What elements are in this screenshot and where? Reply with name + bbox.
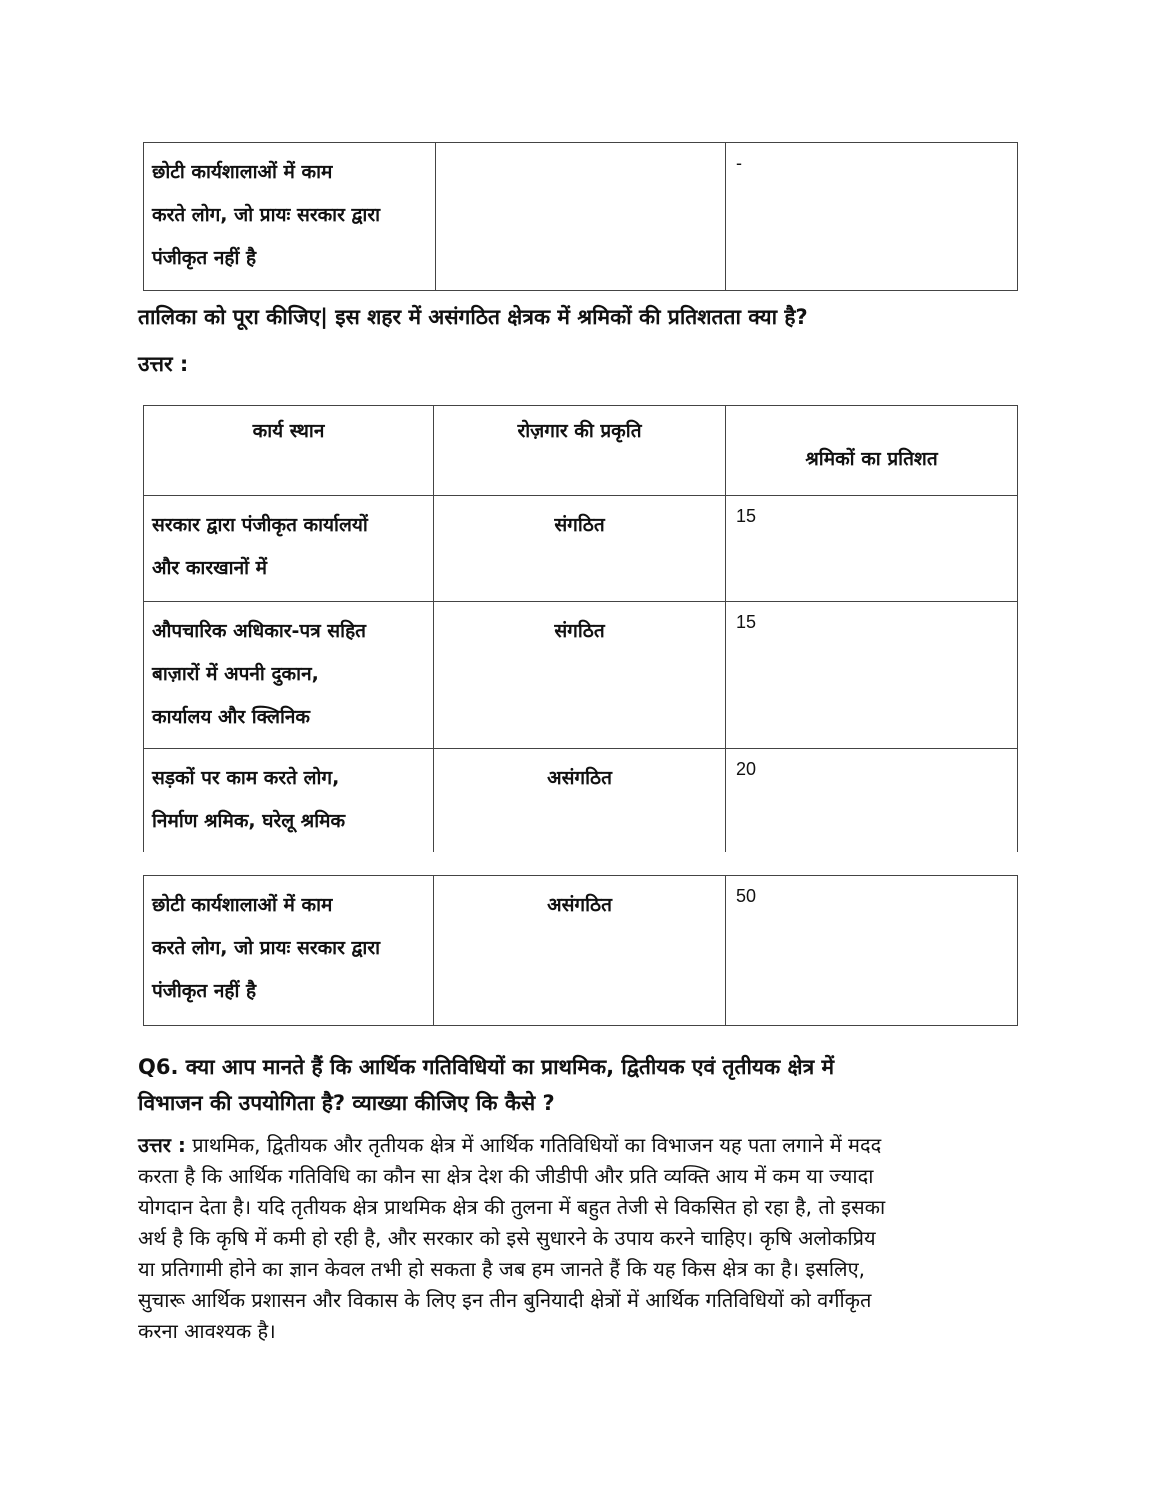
cell-line: करते लोग, जो प्रायः सरकार द्वारा: [152, 937, 381, 959]
answer-table: [143, 405, 1018, 852]
answer-line: या प्रतिगामी होने का ज्ञान केवल तभी हो सकता है जब हम जानते हैं कि यह किस क्षेत्र का है। इसलिए,: [138, 1257, 865, 1281]
percent-cell: [726, 749, 1018, 852]
answer-label: उत्तर :: [138, 352, 189, 376]
cell-line: और कारखानों में: [152, 557, 268, 579]
cell-line: सरकार द्वारा पंजीकृत कार्यालयों: [152, 514, 368, 536]
header-percent: [726, 406, 1018, 496]
cell-line: सड़कों पर काम करते लोग,: [152, 767, 340, 789]
table-row: [144, 602, 1018, 749]
header-text: कार्य स्थान: [252, 420, 325, 442]
percent-value: 15: [736, 506, 757, 526]
nature-value: संगठित: [554, 620, 605, 642]
top-table: [143, 142, 1018, 291]
percent-cell: [726, 876, 1018, 1026]
workplace-cell: [144, 143, 436, 291]
q6-question: [138, 1049, 1038, 1121]
percent-cell: [726, 602, 1018, 749]
percent-value: 50: [736, 886, 757, 906]
table-row: [144, 143, 1018, 291]
cell-line: पंजीकृत नहीं है: [152, 980, 257, 1002]
nature-value: असंगठित: [547, 894, 612, 916]
header-text: रोज़गार की प्रकृति: [517, 420, 642, 442]
cell-line: औपचारिक अधिकार-पत्र सहित: [152, 620, 366, 642]
header-workplace: [144, 406, 434, 496]
answer-line: अर्थ है कि कृषि में कमी हो रही है, और सरकार को इसे सुधारने के उपाय करने चाहिए। कृषि अलोकप्रिय: [138, 1226, 876, 1250]
q6-answer-label: उत्तर :: [138, 1133, 186, 1157]
answer-text: प्राथमिक, द्वितीयक और तृतीयक क्षेत्र में आर्थिक गतिविधियों का विभाजन यह पता लगाने में मदद: [192, 1133, 882, 1157]
q6-line: Q6. क्या आप मानते हैं कि आर्थिक गतिविधियों का प्राथमिक, द्वितीयक एवं तृतीयक क्षेत्र में: [138, 1055, 835, 1079]
answer-table-continued: [143, 875, 1018, 1026]
q6-line: विभाजन की उपयोगिता है? व्याख्या कीजिए कि कैसे ?: [138, 1091, 555, 1115]
answer-line: करता है कि आर्थिक गतिविधि का कौन सा क्षेत्र देश की जीडीपी और प्रति व्यक्ति आय में कम या ज्यादा: [138, 1164, 874, 1188]
answer-line: [138, 1130, 1058, 1161]
cell-line: पंजीकृत नहीं है: [152, 247, 257, 269]
header-nature: [434, 406, 726, 496]
cell-line: छोटी कार्यशालाओं में काम: [152, 161, 333, 183]
answer-line: करना आवश्यक है।: [138, 1319, 276, 1343]
nature-value: संगठित: [554, 514, 605, 536]
answer-line: योगदान देता है। यदि तृतीयक क्षेत्र प्राथमिक क्षेत्र की तुलना में बहुत तेजी से विकसित हो रहा है, तो इसका: [138, 1195, 886, 1219]
nature-cell: [434, 876, 726, 1026]
cell-line: बाज़ारों में अपनी दुकान,: [152, 663, 319, 685]
percent-value: 20: [736, 759, 757, 779]
nature-cell: [434, 496, 726, 602]
percent-value: 15: [736, 612, 757, 632]
workplace-cell: [144, 876, 434, 1026]
q6-answer: [138, 1130, 1058, 1347]
nature-cell: [434, 749, 726, 852]
question-line: तालिका को पूरा कीजिए| इस शहर में असंगठित क्षेत्रक में श्रमिकों की प्रतिशतता क्या है?: [138, 305, 808, 329]
table-row: [144, 876, 1018, 1026]
workplace-cell: [144, 602, 434, 749]
workplace-cell: [144, 496, 434, 602]
nature-cell: [434, 602, 726, 749]
nature-cell: [436, 143, 726, 291]
nature-value: असंगठित: [547, 767, 612, 789]
answer-line: सुचारू आर्थिक प्रशासन और विकास के लिए इन तीन बुनियादी क्षेत्रों में आर्थिक गतिविधियों को वर्गीकृत: [138, 1288, 872, 1312]
table-row: [144, 749, 1018, 852]
percent-value: -: [736, 153, 742, 173]
cell-line: छोटी कार्यशालाओं में काम: [152, 894, 333, 916]
header-text: श्रमिकों का प्रतिशत: [805, 448, 938, 470]
cell-line: निर्माण श्रमिक, घरेलू श्रमिक: [152, 810, 346, 832]
percent-cell: [726, 496, 1018, 602]
cell-line: कार्यालय और क्लिनिक: [152, 706, 311, 728]
header-row: [144, 406, 1018, 496]
cell-line: करते लोग, जो प्रायः सरकार द्वारा: [152, 204, 381, 226]
table-row: [144, 496, 1018, 602]
workplace-cell: [144, 749, 434, 852]
percent-cell: [726, 143, 1018, 291]
